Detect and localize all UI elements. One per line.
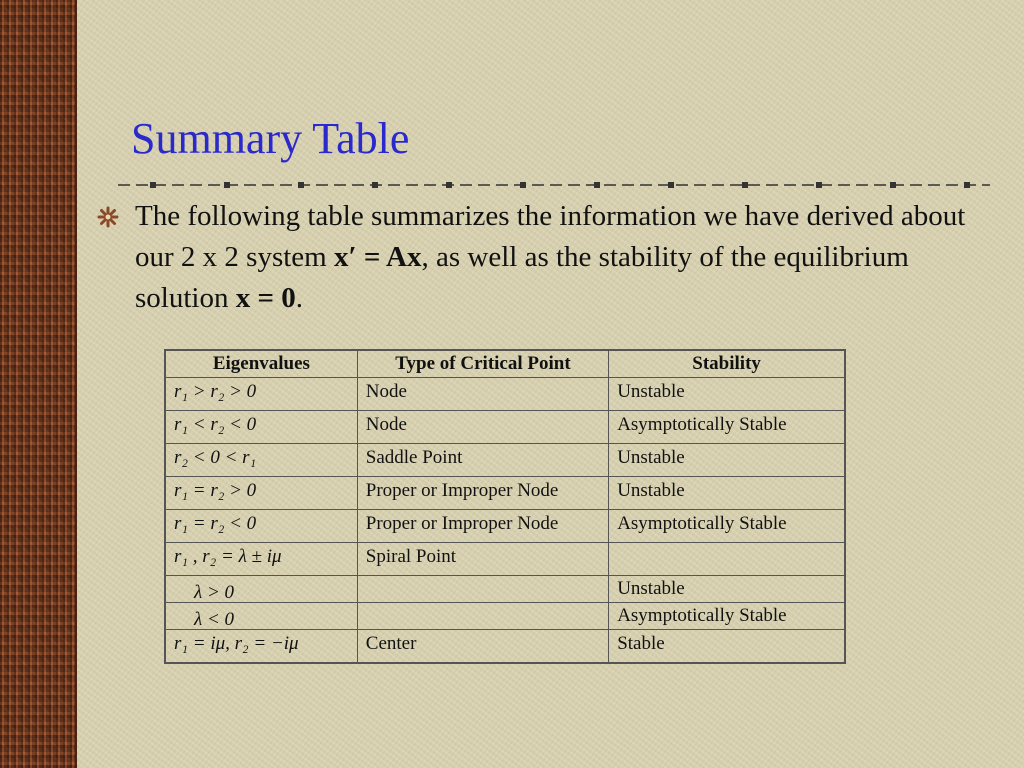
stability-cell xyxy=(609,543,845,576)
stability-cell: Asymptotically Stable xyxy=(609,603,845,630)
critical-point-cell: Proper or Improper Node xyxy=(357,477,608,510)
critical-point-cell xyxy=(357,576,608,603)
header-critical-point: Type of Critical Point xyxy=(357,350,608,378)
eigenvalue-cell: r₂ < 0 < r₁ xyxy=(165,444,357,477)
eigenvalue-cell: r₁ = iμ, r₂ = −iμ xyxy=(165,630,357,664)
critical-point-cell: Saddle Point xyxy=(357,444,608,477)
stability-cell: Unstable xyxy=(609,378,845,411)
eigenvalue-cell: r₁ < r₂ < 0 xyxy=(165,411,357,444)
eigenvalue-cell: r₁ > r₂ > 0 xyxy=(165,378,357,411)
header-stability: Stability xyxy=(609,350,845,378)
table-header-row xyxy=(165,350,845,378)
asterisk-bullet-icon xyxy=(97,206,119,228)
table-row xyxy=(165,543,845,576)
table-row xyxy=(165,378,845,411)
table-row xyxy=(165,630,845,664)
table-row xyxy=(165,510,845,543)
critical-point-cell: Center xyxy=(357,630,608,664)
eigenvalue-cell: λ < 0 xyxy=(165,603,357,630)
eigenvalue-cell: λ > 0 xyxy=(165,576,357,603)
critical-point-cell: Spiral Point xyxy=(357,543,608,576)
table-row xyxy=(165,444,845,477)
stability-cell: Unstable xyxy=(609,477,845,510)
table-row xyxy=(165,603,845,630)
stability-cell: Stable xyxy=(609,630,845,664)
eigenvalue-cell: r₁ , r₂ = λ ± iμ xyxy=(165,543,357,576)
bullet-text-part: The following table summarizes the information we have derived about our 2 x 2 system xyxy=(135,200,966,273)
system-equation: x′ = Ax xyxy=(333,241,422,273)
bullet-text xyxy=(135,196,1005,319)
stability-cell: Unstable xyxy=(609,444,845,477)
stability-cell: Asymptotically Stable xyxy=(609,510,845,543)
slide-title: Summary Table xyxy=(131,114,410,163)
table-row xyxy=(165,477,845,510)
table-row xyxy=(165,411,845,444)
decorative-side-band xyxy=(0,0,77,768)
equilibrium-equation: x = 0 xyxy=(235,282,296,314)
title-divider xyxy=(118,181,990,189)
bullet-text-part: . xyxy=(295,282,303,314)
stability-cell: Unstable xyxy=(609,576,845,603)
stability-cell: Asymptotically Stable xyxy=(609,411,845,444)
eigenvalue-cell: r₁ = r₂ > 0 xyxy=(165,477,357,510)
critical-point-cell: Node xyxy=(357,378,608,411)
header-eigenvalues: Eigenvalues xyxy=(165,350,357,378)
eigenvalue-cell: r₁ = r₂ < 0 xyxy=(165,510,357,543)
table-row xyxy=(165,576,845,603)
critical-point-cell xyxy=(357,603,608,630)
critical-point-cell: Node xyxy=(357,411,608,444)
summary-table xyxy=(164,349,846,664)
bullet-text-part: , as well as the stability of the equilibrium solution xyxy=(135,241,909,314)
critical-point-cell: Proper or Improper Node xyxy=(357,510,608,543)
